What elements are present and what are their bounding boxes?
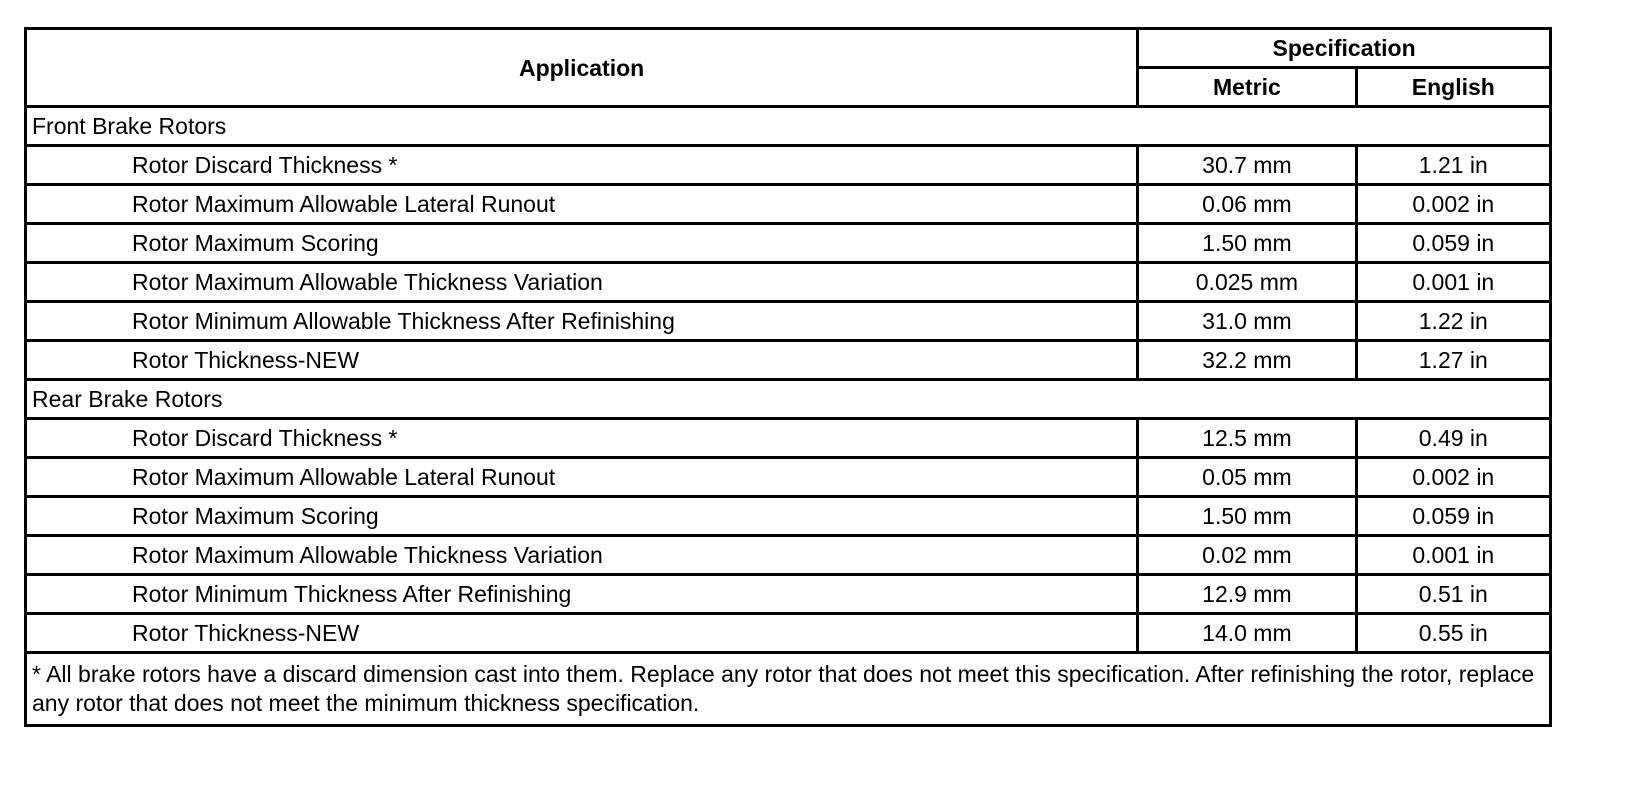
item-label: Rotor Thickness-NEW	[26, 614, 1138, 653]
table-row	[26, 497, 1551, 536]
section-row-front	[26, 107, 1551, 146]
english-value: 1.22 in	[1356, 302, 1550, 341]
english-value: 0.001 in	[1356, 263, 1550, 302]
english-value: 0.001 in	[1356, 536, 1550, 575]
english-value: 0.002 in	[1356, 185, 1550, 224]
table-row	[26, 302, 1551, 341]
table-row	[26, 185, 1551, 224]
english-value: 0.51 in	[1356, 575, 1550, 614]
table-row	[26, 341, 1551, 380]
metric-header: Metric	[1138, 68, 1356, 107]
footnote-row	[26, 653, 1551, 726]
metric-value: 12.9 mm	[1138, 575, 1356, 614]
metric-value: 30.7 mm	[1138, 146, 1356, 185]
brake-rotor-spec-table	[24, 27, 1552, 727]
metric-value: 0.05 mm	[1138, 458, 1356, 497]
item-label: Rotor Maximum Allowable Lateral Runout	[26, 185, 1138, 224]
metric-value: 32.2 mm	[1138, 341, 1356, 380]
table-row	[26, 536, 1551, 575]
item-label: Rotor Maximum Allowable Lateral Runout	[26, 458, 1138, 497]
english-value: 1.27 in	[1356, 341, 1550, 380]
table-row	[26, 224, 1551, 263]
item-label: Rotor Discard Thickness *	[26, 419, 1138, 458]
metric-value: 31.0 mm	[1138, 302, 1356, 341]
table-row	[26, 575, 1551, 614]
application-header: Application	[26, 29, 1138, 107]
item-label: Rotor Minimum Thickness After Refinishing	[26, 575, 1138, 614]
metric-value: 1.50 mm	[1138, 497, 1356, 536]
table-row	[26, 419, 1551, 458]
metric-value: 0.06 mm	[1138, 185, 1356, 224]
section-row-rear	[26, 380, 1551, 419]
metric-value: 12.5 mm	[1138, 419, 1356, 458]
english-value: 0.059 in	[1356, 224, 1550, 263]
table-row	[26, 263, 1551, 302]
item-label: Rotor Thickness-NEW	[26, 341, 1138, 380]
english-header: English	[1356, 68, 1550, 107]
english-value: 0.55 in	[1356, 614, 1550, 653]
english-value: 1.21 in	[1356, 146, 1550, 185]
table-row	[26, 458, 1551, 497]
item-label: Rotor Maximum Scoring	[26, 497, 1138, 536]
item-label: Rotor Minimum Allowable Thickness After Refinishing	[26, 302, 1138, 341]
english-value: 0.002 in	[1356, 458, 1550, 497]
table-row	[26, 146, 1551, 185]
table-row	[26, 614, 1551, 653]
english-value: 0.49 in	[1356, 419, 1550, 458]
specification-header: Specification	[1138, 29, 1551, 68]
english-value: 0.059 in	[1356, 497, 1550, 536]
metric-value: 14.0 mm	[1138, 614, 1356, 653]
metric-value: 1.50 mm	[1138, 224, 1356, 263]
item-label: Rotor Maximum Allowable Thickness Variation	[26, 536, 1138, 575]
metric-value: 0.025 mm	[1138, 263, 1356, 302]
item-label: Rotor Maximum Allowable Thickness Variation	[26, 263, 1138, 302]
item-label: Rotor Discard Thickness *	[26, 146, 1138, 185]
metric-value: 0.02 mm	[1138, 536, 1356, 575]
item-label: Rotor Maximum Scoring	[26, 224, 1138, 263]
footnote: * All brake rotors have a discard dimension cast into them. Replace any rotor that does not meet this specification. After refinishing the rotor, replace any rotor that does not meet the minimum thickness specification.	[26, 653, 1551, 726]
section-title: Front Brake Rotors	[26, 107, 1551, 146]
section-title: Rear Brake Rotors	[26, 380, 1551, 419]
